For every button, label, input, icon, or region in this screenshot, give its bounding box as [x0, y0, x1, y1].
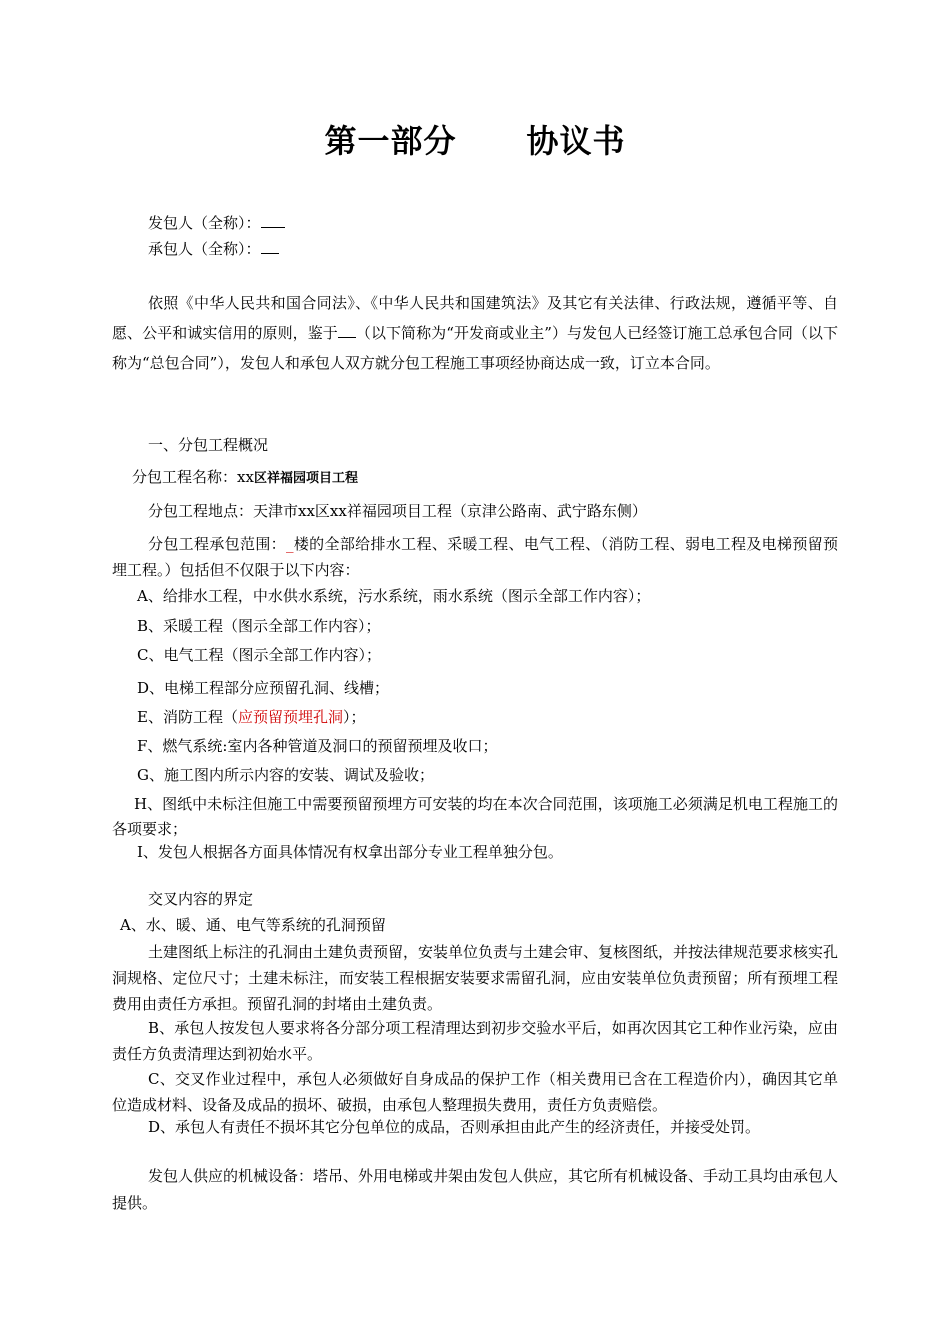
scope-item-d: D、电梯工程部分应预留孔洞、线槽；: [137, 679, 390, 697]
scope-text: 楼的全部给排水工程、采暖工程、电气工程、（消防工程、弱电工程及电梯预留预埋工程。）包括但不仅限于以下内容：: [112, 535, 838, 579]
scope-blank: _: [286, 535, 294, 553]
cross-a-paragraph: 土建图纸上标注的孔洞由土建负责预留，安装单位负责与土建会审、复核图纸，并按法律规范要求核实孔洞规格、定位尺寸；土建未标注，而安装工程根据安装要求需留孔洞，应由安装单位负责预留；所有预埋工程费用由责任方承担。预留孔洞的封堵由土建负责。: [112, 943, 839, 1013]
scope-item-c: C、电气工程（图示全部工作内容）；: [137, 646, 381, 664]
intro-blank: [338, 323, 356, 338]
contractor-label: 承包人（全称）：: [148, 240, 261, 258]
intro-paragraph: [112, 288, 838, 378]
project-name-line: [132, 467, 358, 489]
scope-item-f: F、燃气系统:室内各种管道及洞口的预留预埋及收口；: [137, 737, 498, 755]
scope-item-i: I、发包人根据各方面具体情况有权拿出部分专业工程单独分包。: [137, 843, 563, 861]
cross-b-paragraph: B、承包人按发包人要求将各分部分项工程清理达到初步交验水平后，如再次因其它工种作业污染，应由责任方负责清理达到初始水平。: [112, 1019, 838, 1063]
scope-item-h: H、图纸中未标注但施工中需要预留预埋方可安装的均在本次合同范围，该项施工必须满足机电工程施工的各项要求；: [112, 795, 838, 838]
scope-label: 分包工程承包范围：: [148, 535, 286, 553]
project-name-value: 区祥福园项目工程: [253, 471, 358, 486]
project-name-prefix: xx: [237, 468, 254, 486]
employer-line: [148, 213, 285, 233]
cross-heading: 交叉内容的界定: [148, 890, 254, 908]
section1-heading: 一、分包工程概况: [148, 436, 269, 454]
scope-item-e-highlight: 应预留预埋孔洞: [237, 708, 343, 726]
contractor-line: [148, 239, 279, 259]
intro-text-1: 依照《中华人民共和国合同法》、《中华人民共和国建筑法》及其它有关法律、行政法规，遵循平等、自愿、公平和诚实信用的原则，鉴于: [112, 294, 838, 342]
title-part: 第一部分: [324, 122, 457, 160]
scope-item-e-suffix: ）；: [342, 708, 366, 726]
equipment-paragraph: 发包人供应的机械设备：塔吊、外用电梯或井架由发包人供应，其它所有机械设备、手动工具均由承包人提供。: [112, 1167, 839, 1212]
cross-a-heading: A、水、暖、通、电气等系统的孔洞预留: [120, 916, 386, 934]
project-location: 分包工程地点：天津市xx区xx祥福园项目工程（京津公路南、武宁路东侧）: [148, 502, 647, 520]
scope-item-b: B、采暖工程（图示全部工作内容）；: [137, 617, 381, 635]
scope-item-g: G、施工图内所示内容的安装、调试及验收；: [137, 766, 434, 784]
project-name-label: 分包工程名称：: [132, 468, 238, 486]
cross-c-paragraph: C、交叉作业过程中，承包人必须做好自身成品的保护工作（相关费用已含在工程造价内），确因其它单位造成材料、设备及成品的损坏、破损，由承包人整理损失费用，责任方负责赔偿。: [112, 1070, 838, 1114]
scope-paragraph: [112, 531, 838, 583]
contractor-blank: [261, 239, 279, 254]
cross-d-paragraph: D、承包人有责任不损坏其它分包单位的成品，否则承担由此产生的经济责任，并接受处罚。: [148, 1118, 761, 1136]
title-name: 协议书: [526, 122, 626, 160]
intro-text-2: （以下简称为“开发商或业主”）与发包人已经签订施工总承包合同（以下称为“总包合同”），发包人和承包人双方就分包工程施工事项经协商达成一致，订立本合同。: [112, 324, 838, 372]
employer-blank: [261, 213, 285, 228]
employer-label: 发包人（全称）：: [148, 214, 261, 232]
scope-item-e: [137, 707, 365, 727]
scope-item-e-prefix: E、消防工程（: [137, 708, 238, 726]
page-title: [0, 116, 950, 162]
scope-item-a: A、给排水工程，中水供水系统，污水系统，雨水系统（图示全部工作内容）；: [137, 587, 651, 605]
